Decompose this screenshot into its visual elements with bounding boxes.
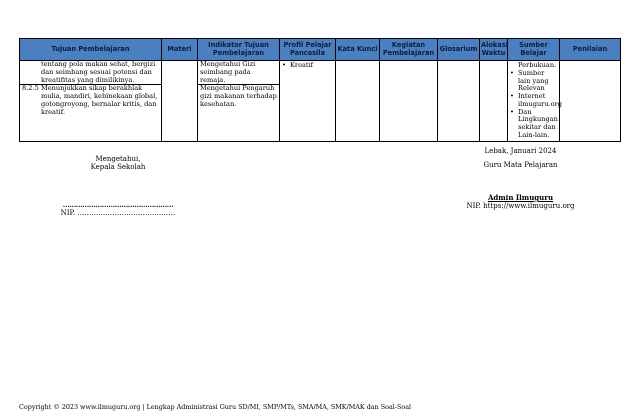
- tujuan-item: [22, 61, 159, 84]
- tujuan-text: Menunjukkan sikap berakhlak mulia, mandiri, kebinekaan global, gotongroyong, bernalar kritis, dan kreatif.: [41, 84, 158, 116]
- cell-alokasi: [480, 61, 508, 142]
- header-penilaian: Penilaian: [560, 39, 621, 61]
- tujuan-code: 8.2.5: [22, 84, 39, 93]
- cell-kegiatan: [380, 61, 438, 142]
- header-materi: Materi: [162, 39, 198, 61]
- signature-teacher: [458, 147, 583, 210]
- tujuan-code: [22, 61, 41, 84]
- signature-nip: NIP. ……………………………………: [60, 209, 176, 217]
- cell-tujuan: [20, 61, 162, 142]
- header-kegiatan: Kegiatan Pembelajaran: [380, 39, 438, 61]
- footer-copyright: Copyright © 2023 www.ilmuguru.org | Lengkap Administrasi Guru SD/MI, SMP/MTs, SMA/MA, SMK/MAK dan Soal-Soal: [19, 403, 412, 411]
- cell-penilaian: [560, 61, 621, 142]
- sumber-continued: Perbukuan.: [518, 61, 557, 69]
- table-row: [20, 61, 621, 142]
- cell-glosarium: [438, 61, 480, 142]
- signature-role: Kepala Sekolah: [90, 163, 146, 171]
- sumber-item: • Internet ilmuguru.org: [510, 93, 557, 109]
- cell-sumber: [508, 61, 563, 142]
- signature-name: Admin Ilmuguru: [487, 193, 554, 202]
- cell-profil: [280, 61, 336, 142]
- signature-date: Lebak, Januari 2024: [484, 147, 557, 155]
- sumber-item: • Sumber lain yang Relevan: [510, 70, 557, 93]
- header-profil: Profil Pelajar Pancasila: [280, 39, 336, 61]
- cell-materi: [162, 61, 198, 142]
- header-indikator: Indikator Tujuan Pembelajaran: [198, 39, 280, 61]
- header-sumber: Sumber Belajar: [508, 39, 560, 61]
- cell-kata-kunci: [336, 61, 380, 142]
- signature-name-placeholder: ……………………………………………: [62, 200, 174, 209]
- header-tujuan: Tujuan Pembelajaran: [20, 39, 162, 61]
- signature-greeting: Mengetahui,: [95, 155, 141, 163]
- sumber-list: [510, 68, 563, 140]
- sumber-item: • Dan Lingkungan sekitar dan Lain-lain.: [510, 109, 557, 140]
- rpp-table: [19, 38, 621, 142]
- signature-nip: NIP. https://www.ilmuguru.org: [466, 202, 575, 210]
- tujuan-text: tentang pola makan sehat, bergizi dan seimbang sesuai potensi dan kreatifitas yang dimilikinya.: [41, 60, 156, 84]
- indikator-item: Mengetahui Pengaruh gizi makanan terhadap kesehatan.: [198, 84, 279, 108]
- profil-list: [282, 62, 333, 70]
- table-header-row: [20, 39, 621, 61]
- header-kata-kunci: Kata Kunci: [336, 39, 380, 61]
- signature-role: Guru Mata Pelajaran: [483, 161, 558, 169]
- tujuan-item: [20, 84, 161, 116]
- header-glosarium: Glosarium: [438, 39, 480, 61]
- indikator-item: Mengetahui Gizi seimbang pada remaja.: [200, 60, 256, 84]
- cell-indikator: [198, 61, 280, 142]
- header-alokasi: Alokasi Waktu: [480, 39, 508, 61]
- signature-principal: [58, 155, 178, 217]
- profil-item: • Kreatif: [282, 62, 333, 70]
